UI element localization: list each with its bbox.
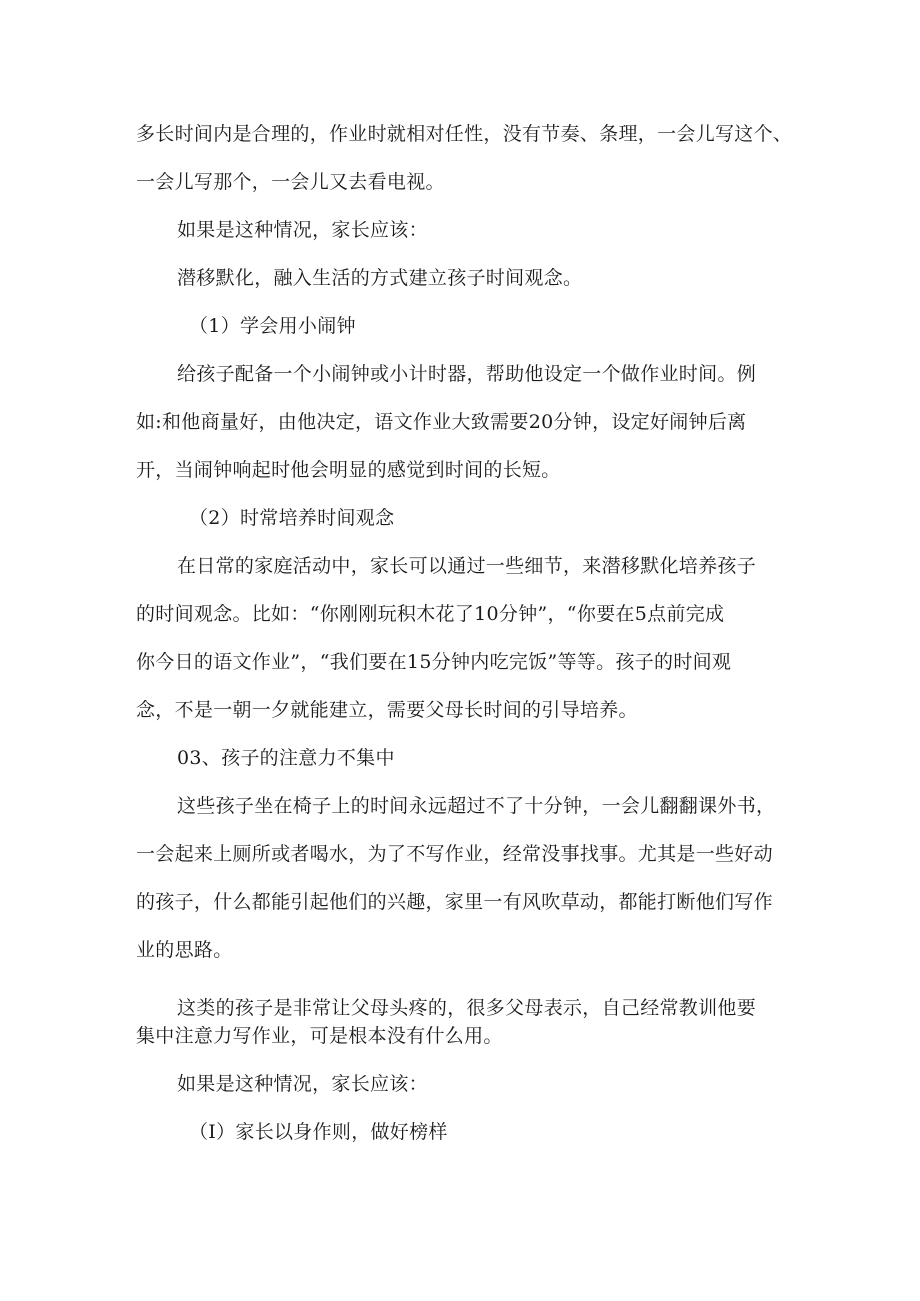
text-line: 在日常的家庭活动中，家长可以通过一些细节，来潜移默化培养孩子 [177,555,757,577]
section-heading: 03、孩子的注意力不集中 [177,747,395,769]
text-line: 给孩子配备一个小闹钟或小计时器，帮助他设定一个做作业时间。例 [177,363,757,385]
text-line: 多长时间内是合理的，作业时就相对任性，没有节奏、条理，一会儿写这个、 [136,123,793,145]
text-line: 念，不是一朝一夕就能建立，需要父母长时间的引导培养。 [136,699,638,721]
text-line: 开，当闹钟响起时他会明显的感觉到时间的长短。 [136,459,561,481]
section-heading: （I）家长以身作则，做好榜样 [189,1121,448,1143]
section-heading: （1）学会用小闹钟 [189,315,356,337]
text-line: 集中注意力写作业，可是根本没有什么用。 [136,1025,503,1047]
section-heading: （2）时常培养时间观念 [189,507,395,529]
text-line: 如果是这种情况，家长应该： [177,1073,428,1095]
text-line: 潜移默化，融入生活的方式建立孩子时间观念。 [177,267,583,289]
text-line: 的孩子，什么都能引起他们的兴趣，家里一有风吹草动，都能打断他们写作 [136,891,773,913]
text-line: 的时间观念。比如：“你刚刚玩积木花了10分钟”，“你要在5点前完成 [136,603,725,625]
text-line: 这些孩子坐在椅子上的时间永远超过不了十分钟，一会儿翻翻课外书， [177,795,776,817]
text-line: 业的思路。 [136,939,233,961]
text-line: 如:和他商量好，由他决定，语文作业大致需要20分钟，设定好闹钟后离 [136,411,747,433]
text-line: 这类的孩子是非常让父母头疼的，很多父母表示，自己经常教训他要 [177,997,757,1019]
text-line: 你今日的语文作业”，“我们要在15分钟内吃完饭”等等。孩子的时间观 [136,651,732,673]
text-line: 一会起来上厕所或者喝水，为了不写作业，经常没事找事。尤其是一些好动 [136,843,773,865]
text-line: 如果是这种情况，家长应该： [177,219,428,241]
text-line: 一会儿写那个，一会儿又去看电视。 [136,171,445,193]
